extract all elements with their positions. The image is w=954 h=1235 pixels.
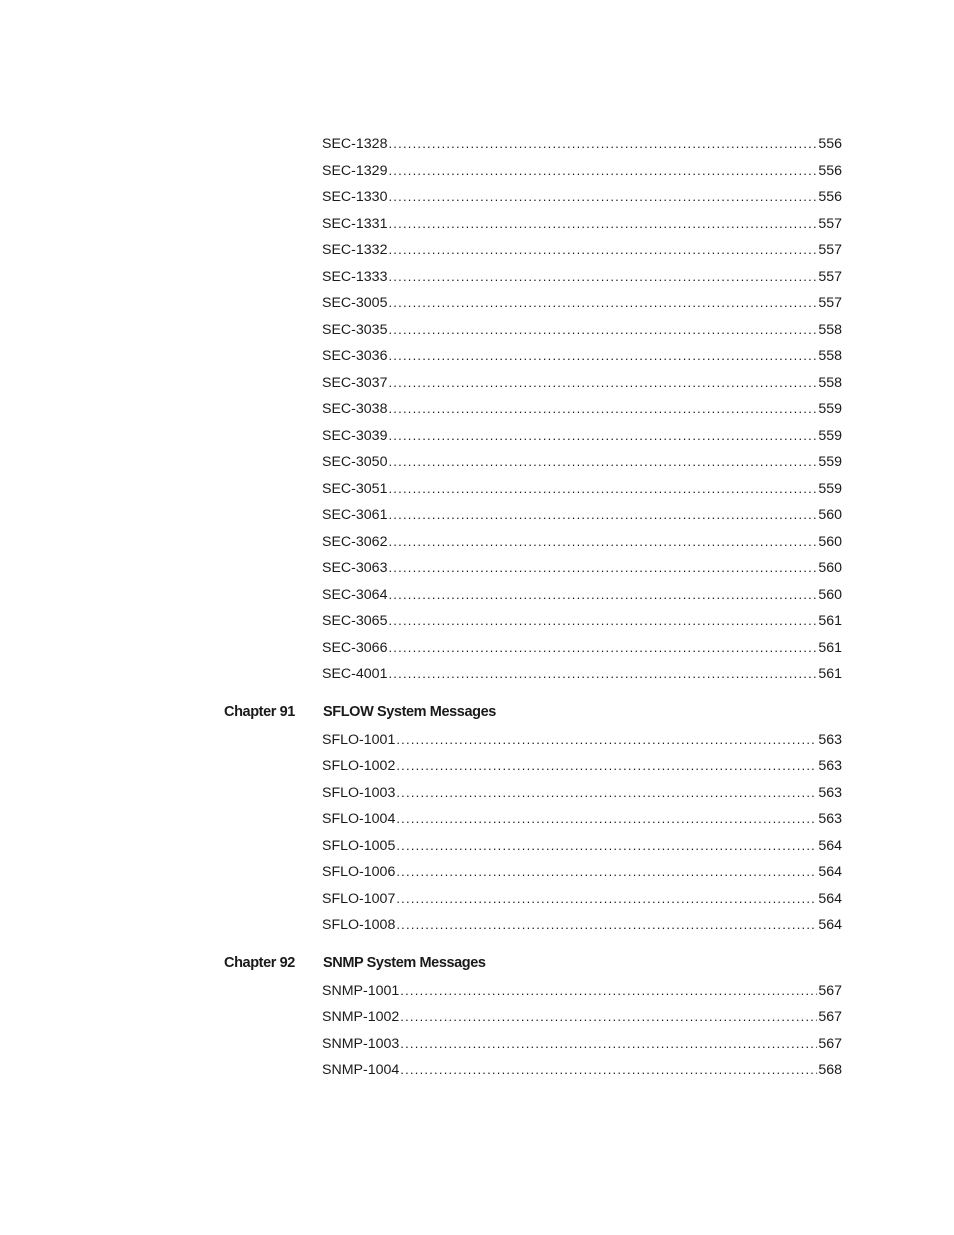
toc-entry[interactable]: [0, 859, 954, 886]
toc-entry-page-number: 561: [817, 635, 842, 662]
toc-entry-page-number: 559: [817, 423, 842, 450]
toc-entry-label: SEC-3063: [322, 555, 388, 582]
dot-leader: [388, 502, 817, 529]
toc-entry[interactable]: [0, 158, 954, 185]
dot-leader: [388, 635, 817, 662]
toc-entry-line: [322, 912, 842, 939]
toc-entry-label: SEC-1328: [322, 131, 388, 158]
toc-entry[interactable]: [0, 370, 954, 397]
toc-entry-line: [322, 184, 842, 211]
toc-entry-label: SEC-3035: [322, 317, 388, 344]
toc-entry[interactable]: [0, 635, 954, 662]
dot-leader: [388, 555, 817, 582]
toc-entry-label: SFLO-1002: [322, 753, 396, 780]
toc-entry-page-number: 567: [817, 1031, 842, 1058]
toc-entry[interactable]: [0, 582, 954, 609]
toc-entry-label: SNMP-1002: [322, 1004, 400, 1031]
toc-entry-line: [322, 529, 842, 556]
dot-leader: [396, 886, 817, 913]
dot-leader: [388, 476, 817, 503]
dot-leader: [388, 237, 817, 264]
chapter-title: SNMP System Messages: [323, 954, 486, 971]
toc-entry[interactable]: [0, 529, 954, 556]
toc-entry-page-number: 557: [817, 290, 842, 317]
toc-entry[interactable]: [0, 1004, 954, 1031]
toc-entry-line: [322, 635, 842, 662]
toc-entry-label: SFLO-1006: [322, 859, 396, 886]
dot-leader: [400, 1004, 817, 1031]
dot-leader: [396, 806, 817, 833]
toc-entry-line: [322, 158, 842, 185]
dot-leader: [388, 608, 817, 635]
toc-entry-page-number: 567: [817, 978, 842, 1005]
dot-leader: [396, 780, 817, 807]
toc-entry[interactable]: [0, 886, 954, 913]
toc-entry-label: SNMP-1001: [322, 978, 400, 1005]
dot-leader: [388, 661, 817, 688]
toc-entry-label: SEC-3066: [322, 635, 388, 662]
toc-entry-line: [322, 780, 842, 807]
dot-leader: [388, 529, 817, 556]
toc-entry-line: [322, 476, 842, 503]
toc-entry-page-number: 560: [817, 502, 842, 529]
toc-entry-page-number: 563: [817, 753, 842, 780]
dot-leader: [396, 833, 817, 860]
toc-entry-page-number: 558: [817, 343, 842, 370]
toc-entry-page-number: 557: [817, 264, 842, 291]
toc-entry[interactable]: [0, 555, 954, 582]
dot-leader: [388, 317, 817, 344]
toc-entry-line: [322, 131, 842, 158]
toc-entry-page-number: 563: [817, 780, 842, 807]
toc-entry[interactable]: [0, 290, 954, 317]
toc-entry-line: [322, 661, 842, 688]
toc-entry-line: [322, 582, 842, 609]
toc-entry-page-number: 561: [817, 608, 842, 635]
toc-entry[interactable]: [0, 727, 954, 754]
dot-leader: [400, 978, 817, 1005]
toc-entry-label: SEC-3064: [322, 582, 388, 609]
chapter-number: Chapter 91: [224, 703, 295, 720]
toc-entry-label: SEC-3038: [322, 396, 388, 423]
toc-entry-label: SEC-3062: [322, 529, 388, 556]
dot-leader: [388, 449, 817, 476]
toc-entry[interactable]: [0, 1031, 954, 1058]
toc-entry[interactable]: [0, 184, 954, 211]
toc-entry-line: [322, 833, 842, 860]
toc-entry-page-number: 559: [817, 396, 842, 423]
toc-entry-page-number: 560: [817, 582, 842, 609]
toc-entry-page-number: 564: [817, 833, 842, 860]
toc-entry-line: [322, 237, 842, 264]
toc-entry[interactable]: [0, 449, 954, 476]
toc-entry[interactable]: [0, 912, 954, 939]
dot-leader: [388, 184, 817, 211]
toc-entry-label: SEC-1332: [322, 237, 388, 264]
toc-entry[interactable]: [0, 833, 954, 860]
toc-entry[interactable]: [0, 264, 954, 291]
toc-entry-page-number: 567: [817, 1004, 842, 1031]
toc-entry-label: SEC-3050: [322, 449, 388, 476]
toc-entry-label: SEC-3039: [322, 423, 388, 450]
toc-entry-page-number: 556: [817, 158, 842, 185]
toc-entry-label: SEC-1331: [322, 211, 388, 238]
toc-entry-page-number: 559: [817, 449, 842, 476]
dot-leader: [400, 1057, 817, 1084]
chapter-number: Chapter 92: [224, 954, 295, 971]
toc-entry[interactable]: [0, 806, 954, 833]
toc-entry-line: [322, 1057, 842, 1084]
toc-entry-page-number: 563: [817, 806, 842, 833]
toc-entry[interactable]: [0, 476, 954, 503]
toc-entry[interactable]: [0, 396, 954, 423]
toc-entry[interactable]: [0, 608, 954, 635]
toc-entry-line: [322, 1004, 842, 1031]
toc-entry-page-number: 559: [817, 476, 842, 503]
toc-entry-label: SEC-3065: [322, 608, 388, 635]
toc-entry-label: SFLO-1004: [322, 806, 396, 833]
toc-entry[interactable]: [0, 753, 954, 780]
dot-leader: [400, 1031, 817, 1058]
toc-entry-page-number: 560: [817, 555, 842, 582]
toc-entry-label: SFLO-1007: [322, 886, 396, 913]
dot-leader: [388, 423, 817, 450]
toc-entry-page-number: 556: [817, 131, 842, 158]
toc-entry-page-number: 564: [817, 859, 842, 886]
toc-entry[interactable]: [0, 978, 954, 1005]
toc-entry-label: SNMP-1003: [322, 1031, 400, 1058]
toc-entry-line: [322, 608, 842, 635]
chapter-heading: [0, 948, 954, 978]
toc-entry[interactable]: [0, 343, 954, 370]
toc-entry-page-number: 556: [817, 184, 842, 211]
toc-entry-line: [322, 753, 842, 780]
toc-entry[interactable]: [0, 423, 954, 450]
toc-entry-label: SNMP-1004: [322, 1057, 400, 1084]
dot-leader: [396, 753, 817, 780]
toc-entry-page-number: 558: [817, 370, 842, 397]
chapter-title: SFLOW System Messages: [323, 703, 496, 720]
toc-entry-label: SFLO-1005: [322, 833, 396, 860]
toc-entry-page-number: 564: [817, 886, 842, 913]
toc-entry[interactable]: [0, 780, 954, 807]
chapter-heading: [0, 697, 954, 727]
toc-entry-label: SEC-3036: [322, 343, 388, 370]
toc-entry-page-number: 557: [817, 211, 842, 238]
toc-entry-page-number: 564: [817, 912, 842, 939]
dot-leader: [396, 912, 817, 939]
toc-entry-line: [322, 423, 842, 450]
toc-entry-page-number: 561: [817, 661, 842, 688]
dot-leader: [388, 131, 817, 158]
toc-entry-label: SEC-3005: [322, 290, 388, 317]
toc-entry-line: [322, 502, 842, 529]
toc-entry[interactable]: [0, 131, 954, 158]
dot-leader: [388, 343, 817, 370]
toc-entry-label: SEC-1329: [322, 158, 388, 185]
toc-entry[interactable]: [0, 661, 954, 688]
dot-leader: [388, 396, 817, 423]
toc-entry[interactable]: [0, 1057, 954, 1084]
dot-leader: [388, 290, 817, 317]
dot-leader: [388, 211, 817, 238]
toc-entry-line: [322, 317, 842, 344]
table-of-contents: [0, 131, 954, 1084]
toc-entry-label: SEC-3051: [322, 476, 388, 503]
toc-entry-label: SEC-4001: [322, 661, 388, 688]
toc-entry[interactable]: [0, 211, 954, 238]
dot-leader: [388, 582, 817, 609]
toc-entry-page-number: 557: [817, 237, 842, 264]
toc-entry-line: [322, 396, 842, 423]
toc-entry-line: [322, 859, 842, 886]
toc-entry-label: SEC-3061: [322, 502, 388, 529]
toc-entry-line: [322, 343, 842, 370]
toc-entry-label: SEC-1333: [322, 264, 388, 291]
toc-entry-page-number: 560: [817, 529, 842, 556]
toc-entry-line: [322, 806, 842, 833]
toc-entry-line: [322, 886, 842, 913]
dot-leader: [388, 370, 817, 397]
toc-entry-label: SFLO-1008: [322, 912, 396, 939]
toc-entry-label: SFLO-1003: [322, 780, 396, 807]
toc-entry[interactable]: [0, 502, 954, 529]
toc-entry-line: [322, 290, 842, 317]
toc-entry-line: [322, 370, 842, 397]
dot-leader: [396, 727, 817, 754]
toc-entry-line: [322, 264, 842, 291]
toc-entry-page-number: 558: [817, 317, 842, 344]
toc-entry-line: [322, 1031, 842, 1058]
toc-entry[interactable]: [0, 317, 954, 344]
toc-entry-label: SFLO-1001: [322, 727, 396, 754]
toc-entry-label: SEC-3037: [322, 370, 388, 397]
dot-leader: [396, 859, 817, 886]
toc-entry-line: [322, 727, 842, 754]
toc-entry-line: [322, 211, 842, 238]
toc-entry-line: [322, 449, 842, 476]
toc-entry-line: [322, 978, 842, 1005]
toc-entry-page-number: 563: [817, 727, 842, 754]
toc-entry-page-number: 568: [817, 1057, 842, 1084]
dot-leader: [388, 158, 817, 185]
dot-leader: [388, 264, 817, 291]
toc-entry[interactable]: [0, 237, 954, 264]
toc-entry-line: [322, 555, 842, 582]
toc-entry-label: SEC-1330: [322, 184, 388, 211]
